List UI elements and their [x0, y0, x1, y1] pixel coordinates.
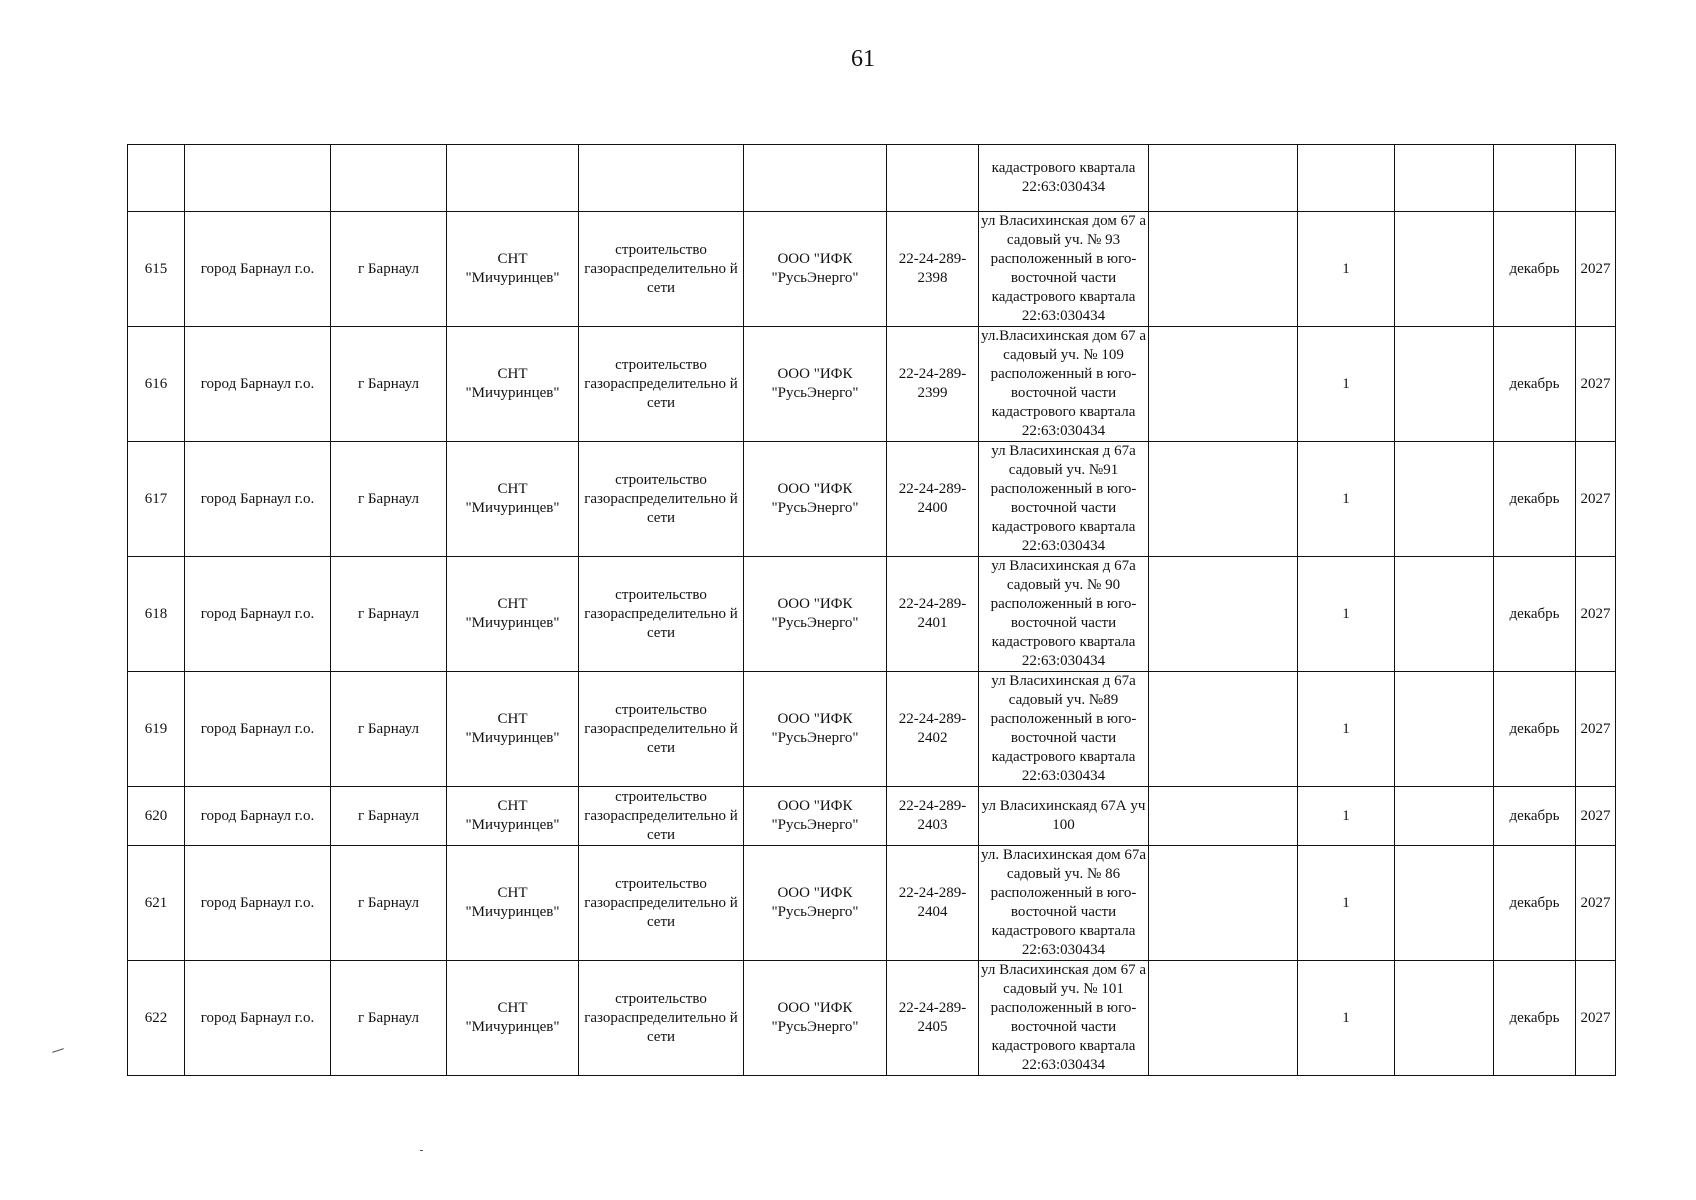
cell-year: 2027	[1576, 672, 1616, 787]
cell-month: декабрь	[1494, 212, 1576, 327]
cell-locality: г Барнаул	[331, 327, 447, 442]
cell-locality	[331, 145, 447, 212]
cell-year: 2027	[1576, 787, 1616, 846]
cell-empty-1	[1149, 961, 1298, 1076]
cell-count: 1	[1298, 327, 1395, 442]
cell-empty-1	[1149, 787, 1298, 846]
cell-code: 22-24-289-2404	[887, 846, 979, 961]
cell-year: 2027	[1576, 212, 1616, 327]
cell-count: 1	[1298, 442, 1395, 557]
cell-org: ООО "ИФК "РусьЭнерго"	[744, 961, 887, 1076]
page-number: 61	[851, 46, 875, 72]
cell-address: ул Власихинская д 67а садовый уч. № 90 расположенный в юго-восточной части кадастрового квартала 22:63:030434	[979, 557, 1149, 672]
cell-empty-1	[1149, 442, 1298, 557]
cell-code: 22-24-289-2399	[887, 327, 979, 442]
cell-month: декабрь	[1494, 327, 1576, 442]
cell-count: 1	[1298, 557, 1395, 672]
cell-municipality: город Барнаул г.о.	[185, 787, 331, 846]
cell-num: 622	[128, 961, 185, 1076]
cell-municipality: город Барнаул г.о.	[185, 442, 331, 557]
cell-municipality: город Барнаул г.о.	[185, 212, 331, 327]
cell-address: ул Власихинская дом 67 а садовый уч. № 93 расположенный в юго-восточной части кадастрового квартала 22:63:030434	[979, 212, 1149, 327]
cell-address: ул.Власихинская дом 67 а садовый уч. № 109 расположенный в юго-восточной части кадастрового квартала 22:63:030434	[979, 327, 1149, 442]
cell-num: 615	[128, 212, 185, 327]
cell-code: 22-24-289-2400	[887, 442, 979, 557]
cell-num: 617	[128, 442, 185, 557]
cell-code: 22-24-289-2398	[887, 212, 979, 327]
cell-month: декабрь	[1494, 672, 1576, 787]
cell-num	[128, 145, 185, 212]
cell-address: кадастрового квартала 22:63:030434	[979, 145, 1149, 212]
cell-num: 616	[128, 327, 185, 442]
cell-work: строительство газораспределительно й сети	[579, 212, 744, 327]
cell-num: 621	[128, 846, 185, 961]
cell-address: ул Власихинская д 67а садовый уч. №91 расположенный в юго-восточной части кадастрового квартала 22:63:030434	[979, 442, 1149, 557]
cell-year	[1576, 145, 1616, 212]
cell-work: строительство газораспределительно й сети	[579, 961, 744, 1076]
cell-empty-1	[1149, 846, 1298, 961]
cell-org: ООО "ИФК "РусьЭнерго"	[744, 846, 887, 961]
cell-locality: г Барнаул	[331, 557, 447, 672]
table-row	[128, 846, 1616, 961]
table-row	[128, 442, 1616, 557]
cell-address: ул Власихинскаяд 67А уч 100	[979, 787, 1149, 846]
cell-empty-2	[1395, 212, 1494, 327]
cell-code: 22-24-289-2402	[887, 672, 979, 787]
cell-empty-1	[1149, 145, 1298, 212]
cell-org: ООО "ИФК "РусьЭнерго"	[744, 557, 887, 672]
cell-municipality: город Барнаул г.о.	[185, 846, 331, 961]
cell-org: ООО "ИФК "РусьЭнерго"	[744, 787, 887, 846]
cell-num: 619	[128, 672, 185, 787]
cell-empty-2	[1395, 442, 1494, 557]
cell-work: строительство газораспределительно й сети	[579, 787, 744, 846]
cell-org: ООО "ИФК "РусьЭнерго"	[744, 327, 887, 442]
cell-month: декабрь	[1494, 557, 1576, 672]
cell-work: строительство газораспределительно й сети	[579, 442, 744, 557]
cell-locality: г Барнаул	[331, 846, 447, 961]
cell-locality: г Барнаул	[331, 212, 447, 327]
registry-table	[127, 144, 1616, 1076]
cell-locality: г Барнаул	[331, 787, 447, 846]
cell-municipality: город Барнаул г.о.	[185, 557, 331, 672]
cell-object: СНТ "Мичуринцев"	[447, 212, 579, 327]
cell-empty-1	[1149, 557, 1298, 672]
cell-empty-2	[1395, 557, 1494, 672]
table-row	[128, 672, 1616, 787]
cell-count: 1	[1298, 672, 1395, 787]
table-row	[128, 212, 1616, 327]
cell-object: СНТ "Мичуринцев"	[447, 442, 579, 557]
cell-code: 22-24-289-2403	[887, 787, 979, 846]
cell-count: 1	[1298, 846, 1395, 961]
registry-table-body	[128, 145, 1616, 1076]
cell-municipality	[185, 145, 331, 212]
cell-empty-2	[1395, 672, 1494, 787]
cell-month: декабрь	[1494, 442, 1576, 557]
cell-municipality: город Барнаул г.о.	[185, 327, 331, 442]
scan-artifact	[420, 1150, 423, 1151]
cell-org: ООО "ИФК "РусьЭнерго"	[744, 212, 887, 327]
cell-empty-2	[1395, 961, 1494, 1076]
cell-empty-2	[1395, 787, 1494, 846]
cell-count: 1	[1298, 961, 1395, 1076]
cell-empty-2	[1395, 327, 1494, 442]
cell-address: ул Власихинская дом 67 а садовый уч. № 101 расположенный в юго-восточной части кадастрового квартала 22:63:030434	[979, 961, 1149, 1076]
cell-empty-1	[1149, 327, 1298, 442]
cell-year: 2027	[1576, 327, 1616, 442]
cell-work: строительство газораспределительно й сети	[579, 672, 744, 787]
cell-object: СНТ "Мичуринцев"	[447, 961, 579, 1076]
cell-municipality: город Барнаул г.о.	[185, 961, 331, 1076]
cell-code: 22-24-289-2405	[887, 961, 979, 1076]
table-row	[128, 327, 1616, 442]
cell-empty-2	[1395, 145, 1494, 212]
cell-empty-1	[1149, 212, 1298, 327]
cell-locality: г Барнаул	[331, 672, 447, 787]
scan-artifact	[52, 1048, 64, 1053]
cell-locality: г Барнаул	[331, 961, 447, 1076]
cell-count: 1	[1298, 787, 1395, 846]
cell-object: СНТ "Мичуринцев"	[447, 787, 579, 846]
cell-org	[744, 145, 887, 212]
cell-empty-1	[1149, 672, 1298, 787]
cell-code: 22-24-289-2401	[887, 557, 979, 672]
cell-count	[1298, 145, 1395, 212]
cell-year: 2027	[1576, 557, 1616, 672]
cell-empty-2	[1395, 846, 1494, 961]
cell-month	[1494, 145, 1576, 212]
cell-address: ул. Власихинская дом 67а садовый уч. № 86 расположенный в юго-восточной части кадастрового квартала 22:63:030434	[979, 846, 1149, 961]
cell-month: декабрь	[1494, 846, 1576, 961]
cell-object: СНТ "Мичуринцев"	[447, 327, 579, 442]
continuation-row	[128, 145, 1616, 212]
cell-municipality: город Барнаул г.о.	[185, 672, 331, 787]
table-row	[128, 787, 1616, 846]
cell-object	[447, 145, 579, 212]
table-row	[128, 961, 1616, 1076]
cell-org: ООО "ИФК "РусьЭнерго"	[744, 442, 887, 557]
cell-work	[579, 145, 744, 212]
cell-address: ул Власихинская д 67а садовый уч. №89 расположенный в юго-восточной части кадастрового квартала 22:63:030434	[979, 672, 1149, 787]
cell-object: СНТ "Мичуринцев"	[447, 557, 579, 672]
cell-year: 2027	[1576, 442, 1616, 557]
cell-object: СНТ "Мичуринцев"	[447, 846, 579, 961]
cell-month: декабрь	[1494, 961, 1576, 1076]
cell-object: СНТ "Мичуринцев"	[447, 672, 579, 787]
cell-year: 2027	[1576, 961, 1616, 1076]
cell-count: 1	[1298, 212, 1395, 327]
cell-work: строительство газораспределительно й сети	[579, 846, 744, 961]
cell-num: 618	[128, 557, 185, 672]
cell-year: 2027	[1576, 846, 1616, 961]
cell-num: 620	[128, 787, 185, 846]
cell-work: строительство газораспределительно й сети	[579, 557, 744, 672]
cell-org: ООО "ИФК "РусьЭнерго"	[744, 672, 887, 787]
cell-month: декабрь	[1494, 787, 1576, 846]
cell-code	[887, 145, 979, 212]
cell-locality: г Барнаул	[331, 442, 447, 557]
cell-work: строительство газораспределительно й сети	[579, 327, 744, 442]
table-row	[128, 557, 1616, 672]
